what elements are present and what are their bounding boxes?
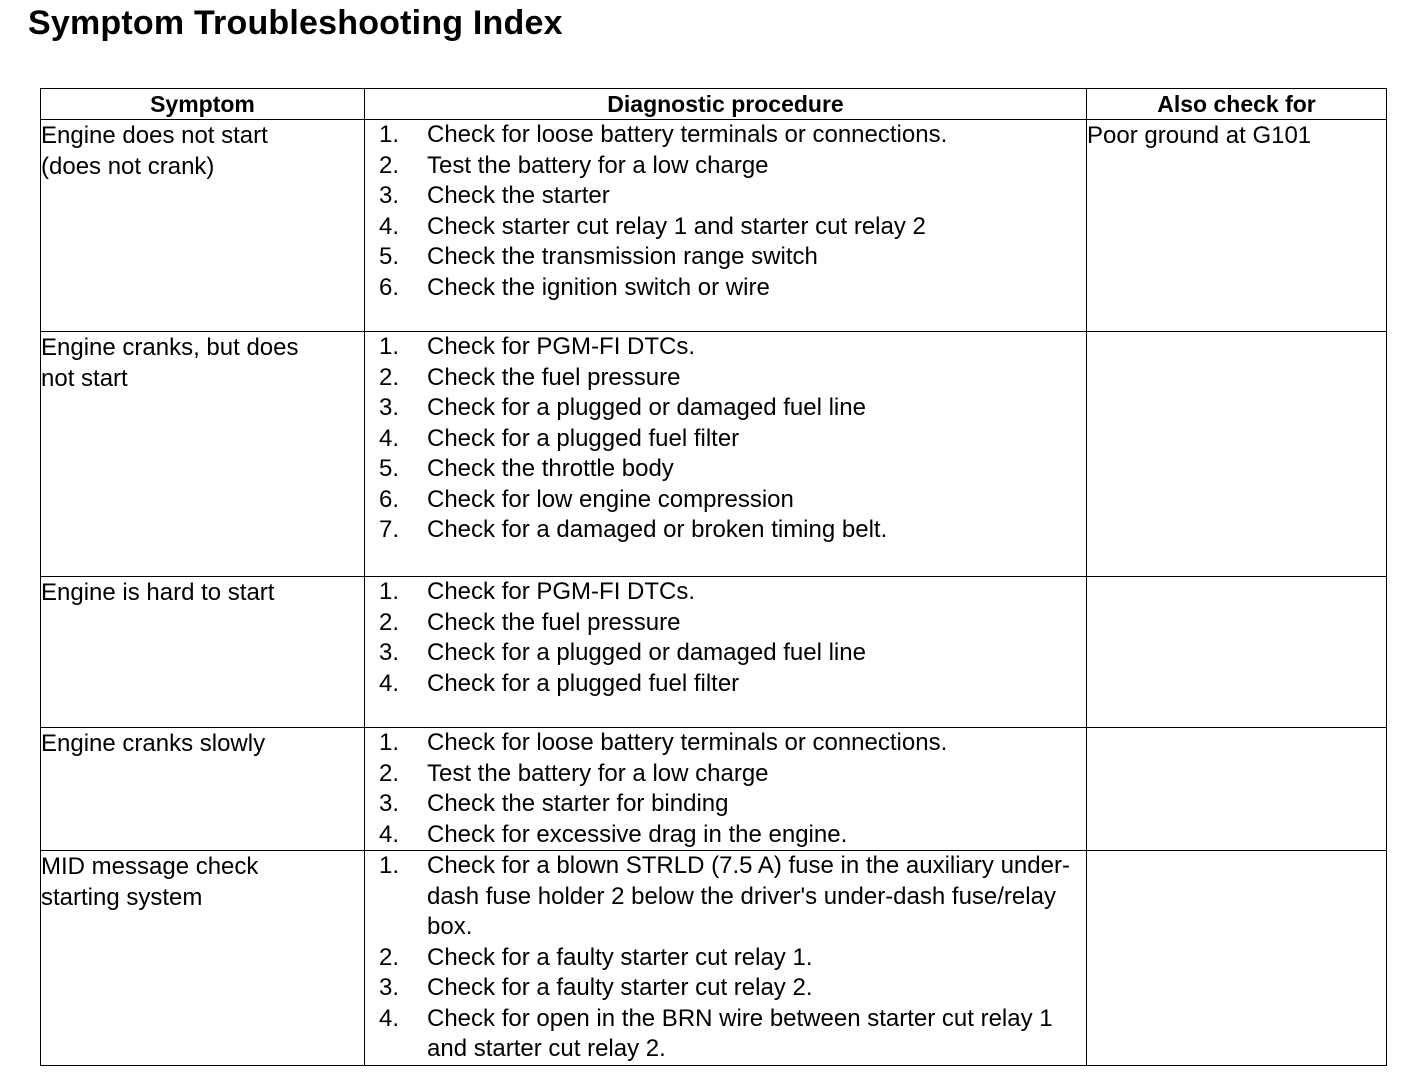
- list-item: [379, 515, 1080, 546]
- step-number: 4.: [379, 212, 400, 240]
- also-check-cell: [1087, 728, 1387, 851]
- procedure-steps: [365, 728, 1086, 850]
- step-text: Check for loose battery terminals or connections.: [427, 121, 948, 148]
- table-row: [41, 577, 1387, 728]
- step-text: Test the battery for a low charge: [427, 759, 769, 787]
- step-number: 1.: [379, 729, 400, 756]
- procedure-cell: [365, 577, 1087, 728]
- list-item: [379, 424, 1080, 455]
- step-text: Check for open in the BRN wire between starter cut relay 1 and starter cut relay 2.: [427, 1004, 1053, 1062]
- procedure-steps: [365, 577, 1086, 699]
- also-check-cell: [1087, 332, 1387, 577]
- step-number: 7.: [379, 516, 400, 543]
- table-row: [41, 332, 1387, 577]
- step-number: 2.: [379, 943, 400, 971]
- step-text: Check the starter: [427, 182, 610, 209]
- step-number: 2.: [379, 608, 400, 636]
- list-item: [379, 181, 1080, 212]
- list-item: [379, 851, 1080, 943]
- procedure-steps: [365, 120, 1086, 303]
- list-item: [379, 454, 1080, 485]
- table-row: [41, 728, 1387, 851]
- step-number: 2.: [379, 363, 400, 391]
- step-text: Check for a faulty starter cut relay 1.: [427, 943, 813, 971]
- step-number: 3.: [379, 790, 400, 817]
- list-item: [379, 943, 1080, 974]
- step-number: 1.: [379, 121, 400, 148]
- table-row: [41, 120, 1387, 332]
- procedure-cell: [365, 120, 1087, 332]
- header-diagnostic-procedure: Diagnostic procedure: [365, 89, 1087, 120]
- list-item: [379, 120, 1080, 151]
- also-check-cell: [1087, 577, 1387, 728]
- list-item: [379, 332, 1080, 363]
- list-item: [379, 393, 1080, 424]
- table-header: [41, 89, 1387, 120]
- list-item: [379, 1004, 1080, 1065]
- step-number: 3.: [379, 639, 400, 666]
- step-number: 1.: [379, 578, 400, 605]
- symptom-cell: MID message check starting system: [41, 851, 365, 1066]
- header-row: [41, 89, 1387, 120]
- list-item: [379, 485, 1080, 516]
- procedure-steps: [365, 332, 1086, 546]
- step-text: Check the fuel pressure: [427, 608, 681, 636]
- step-text: Check for a faulty starter cut relay 2.: [427, 974, 813, 1001]
- step-number: 5.: [379, 455, 400, 482]
- step-number: 6.: [379, 273, 400, 301]
- step-number: 5.: [379, 243, 400, 270]
- procedure-steps: [365, 851, 1086, 1065]
- list-item: [379, 820, 1080, 851]
- symptom-cell: Engine cranks slowly: [41, 728, 365, 851]
- list-item: [379, 973, 1080, 1004]
- step-number: 2.: [379, 759, 400, 787]
- step-text: Check for a blown STRLD (7.5 A) fuse in the auxiliary under-dash fuse holder 2 below the driver's under-dash fuse/relay box.: [427, 852, 1070, 940]
- list-item: [379, 242, 1080, 273]
- step-text: Check for low engine compression: [427, 485, 794, 513]
- table-row: [41, 851, 1387, 1066]
- step-number: 4.: [379, 424, 400, 452]
- list-item: [379, 577, 1080, 608]
- list-item: [379, 212, 1080, 243]
- step-text: Check the throttle body: [427, 455, 674, 482]
- step-text: Check starter cut relay 1 and starter cut relay 2: [427, 212, 926, 240]
- step-text: Check for a damaged or broken timing belt.: [427, 516, 888, 543]
- step-text: Test the battery for a low charge: [427, 151, 769, 179]
- list-item: [379, 669, 1080, 700]
- list-item: [379, 363, 1080, 394]
- step-text: Check for excessive drag in the engine.: [427, 820, 848, 848]
- list-item: [379, 728, 1080, 759]
- step-text: Check the fuel pressure: [427, 363, 681, 391]
- table-body: [41, 120, 1387, 1066]
- list-item: [379, 273, 1080, 304]
- troubleshooting-table: [40, 88, 1387, 1066]
- step-text: Check for a plugged fuel filter: [427, 424, 740, 452]
- step-number: 4.: [379, 1004, 400, 1032]
- list-item: [379, 608, 1080, 639]
- list-item: [379, 759, 1080, 790]
- symptom-cell: Engine does not start (does not crank): [41, 120, 365, 332]
- also-check-cell: [1087, 851, 1387, 1066]
- step-text: Check for PGM-FI DTCs.: [427, 578, 696, 605]
- step-text: Check for a plugged or damaged fuel line: [427, 639, 866, 666]
- step-text: Check for a plugged fuel filter: [427, 669, 740, 697]
- step-number: 1.: [379, 852, 400, 879]
- step-number: 3.: [379, 182, 400, 209]
- step-text: Check for a plugged or damaged fuel line: [427, 394, 866, 421]
- also-check-cell: Poor ground at G101: [1087, 120, 1387, 332]
- procedure-cell: [365, 728, 1087, 851]
- step-number: 4.: [379, 820, 400, 848]
- step-text: Check the starter for binding: [427, 790, 729, 817]
- step-number: 4.: [379, 669, 400, 697]
- procedure-cell: [365, 332, 1087, 577]
- list-item: [379, 151, 1080, 182]
- step-number: 3.: [379, 974, 400, 1001]
- step-text: Check the transmission range switch: [427, 243, 818, 270]
- step-text: Check for loose battery terminals or connections.: [427, 729, 948, 756]
- header-symptom: Symptom: [41, 89, 365, 120]
- list-item: [379, 789, 1080, 820]
- page-title: Symptom Troubleshooting Index: [28, 4, 563, 42]
- step-number: 3.: [379, 394, 400, 421]
- procedure-cell: [365, 851, 1087, 1066]
- symptom-cell: Engine cranks, but does not start: [41, 332, 365, 577]
- step-number: 2.: [379, 151, 400, 179]
- step-text: Check for PGM-FI DTCs.: [427, 333, 696, 360]
- header-also-check-for: Also check for: [1087, 89, 1387, 120]
- symptom-cell: Engine is hard to start: [41, 577, 365, 728]
- step-number: 1.: [379, 333, 400, 360]
- step-text: Check the ignition switch or wire: [427, 273, 770, 301]
- list-item: [379, 638, 1080, 669]
- step-number: 6.: [379, 485, 400, 513]
